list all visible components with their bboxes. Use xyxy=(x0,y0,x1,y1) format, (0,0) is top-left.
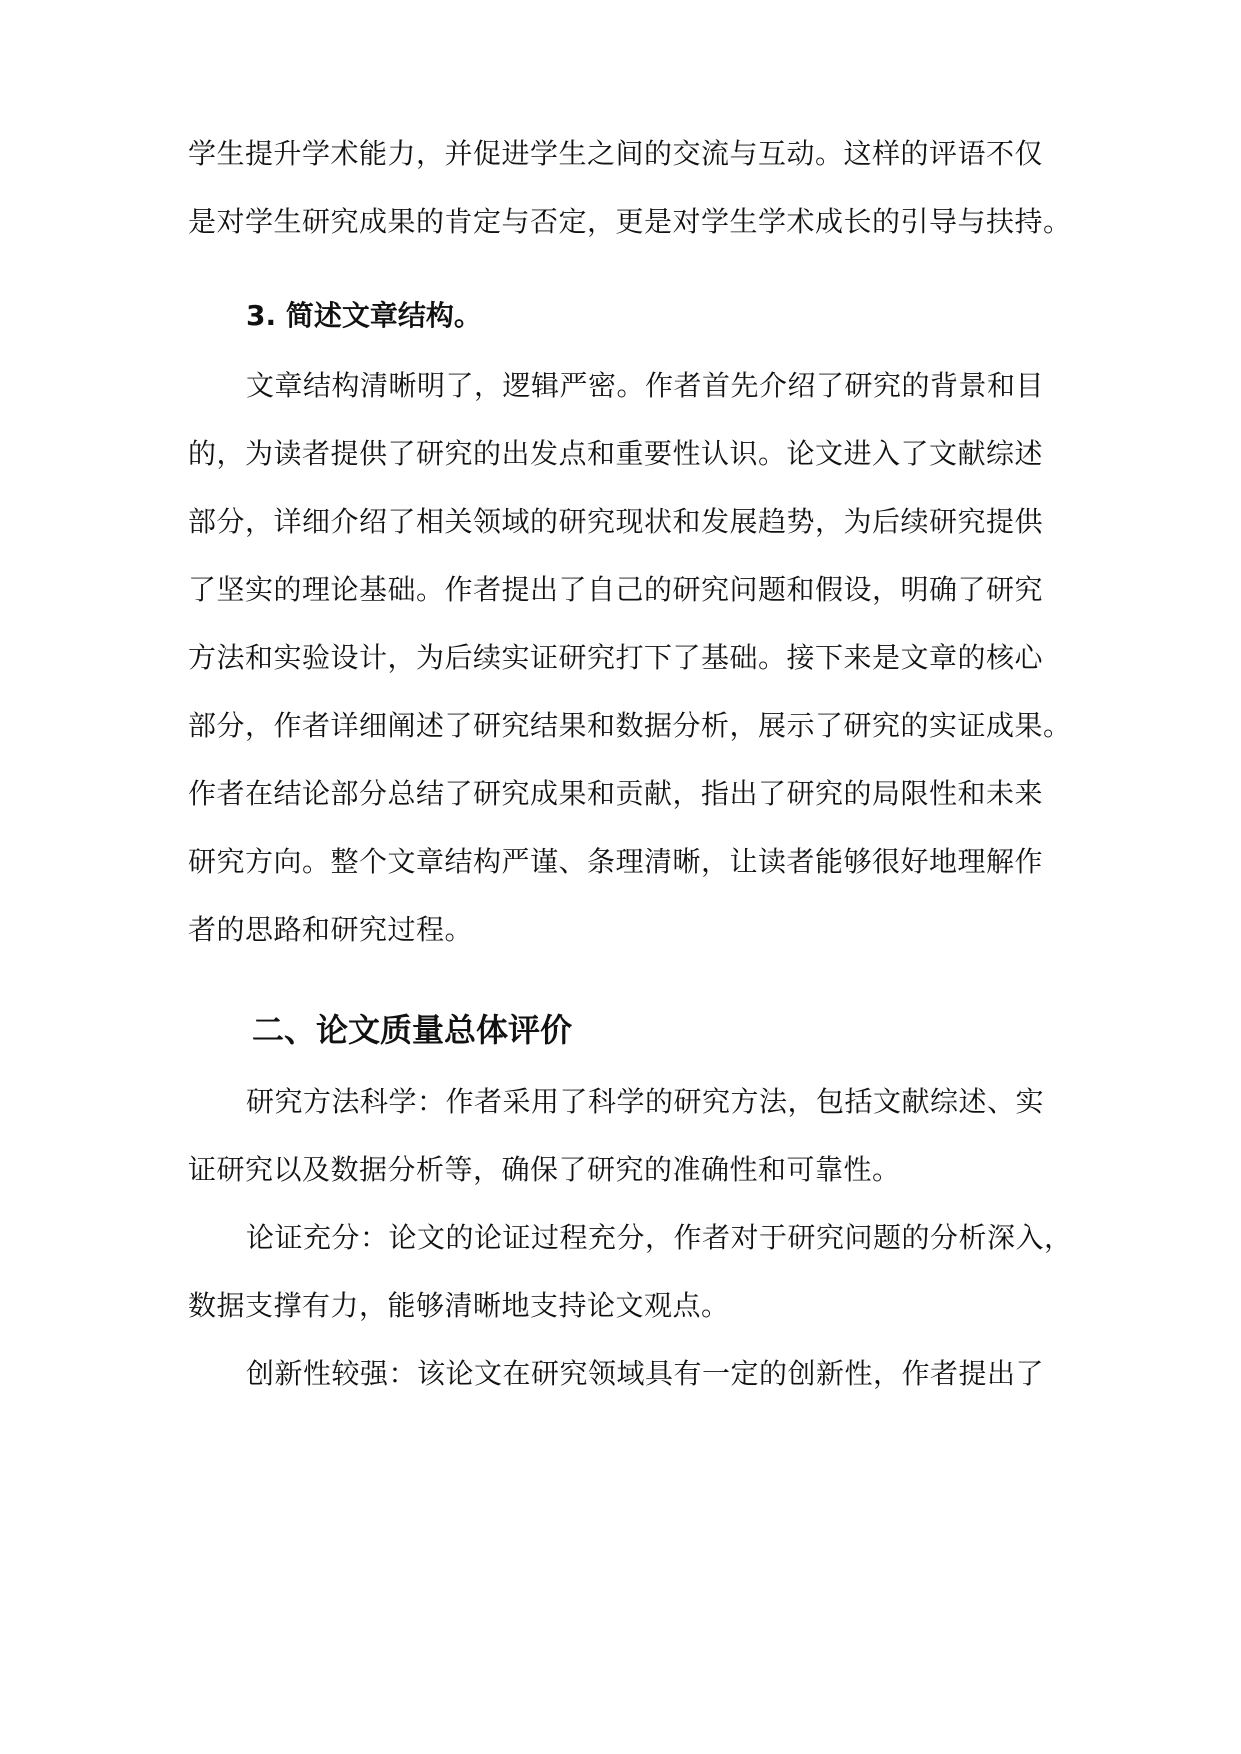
section-heading-quality: 二、论文质量总体评价 xyxy=(252,1011,573,1049)
paragraph-line: 数据支撑有力，能够清晰地支持论文观点。 xyxy=(188,1289,730,1322)
paragraph-line: 是对学生研究成果的肯定与否定，更是对学生学术成长的引导与扶持。 xyxy=(188,205,1072,238)
paragraph-line: 研究方向。整个文章结构严谨、条理清晰，让读者能够很好地理解作 xyxy=(188,845,1044,878)
paragraph-line: 部分，详细介绍了相关领域的研究现状和发展趋势，为后续研究提供 xyxy=(188,505,1044,538)
paragraph-line: 研究方法科学：作者采用了科学的研究方法，包括文献综述、实 xyxy=(246,1085,1045,1118)
section-heading-structure: 3. 简述文章结构。 xyxy=(246,299,482,332)
paragraph-line: 作者在结论部分总结了研究成果和贡献，指出了研究的局限性和未来 xyxy=(188,777,1044,810)
paragraph-line: 论证充分：论文的论证过程充分，作者对于研究问题的分析深入， xyxy=(246,1221,1073,1254)
paragraph-line: 者的思路和研究过程。 xyxy=(188,913,474,946)
paragraph-line: 证研究以及数据分析等，确保了研究的准确性和可靠性。 xyxy=(188,1153,901,1186)
paragraph-line: 部分，作者详细阐述了研究结果和数据分析，展示了研究的实证成果。 xyxy=(188,709,1072,742)
paragraph-line: 学生提升学术能力，并促进学生之间的交流与互动。这样的评语不仅 xyxy=(188,137,1044,170)
paragraph-line: 方法和实验设计，为后续实证研究打下了基础。接下来是文章的核心 xyxy=(188,641,1044,674)
paragraph-line: 的，为读者提供了研究的出发点和重要性认识。论文进入了文献综述 xyxy=(188,437,1044,470)
paragraph-line: 文章结构清晰明了，逻辑严密。作者首先介绍了研究的背景和目 xyxy=(246,369,1045,402)
paragraph-line: 了坚实的理论基础。作者提出了自己的研究问题和假设，明确了研究 xyxy=(188,573,1044,606)
paragraph-line: 创新性较强：该论文在研究领域具有一定的创新性，作者提出了 xyxy=(246,1357,1045,1390)
